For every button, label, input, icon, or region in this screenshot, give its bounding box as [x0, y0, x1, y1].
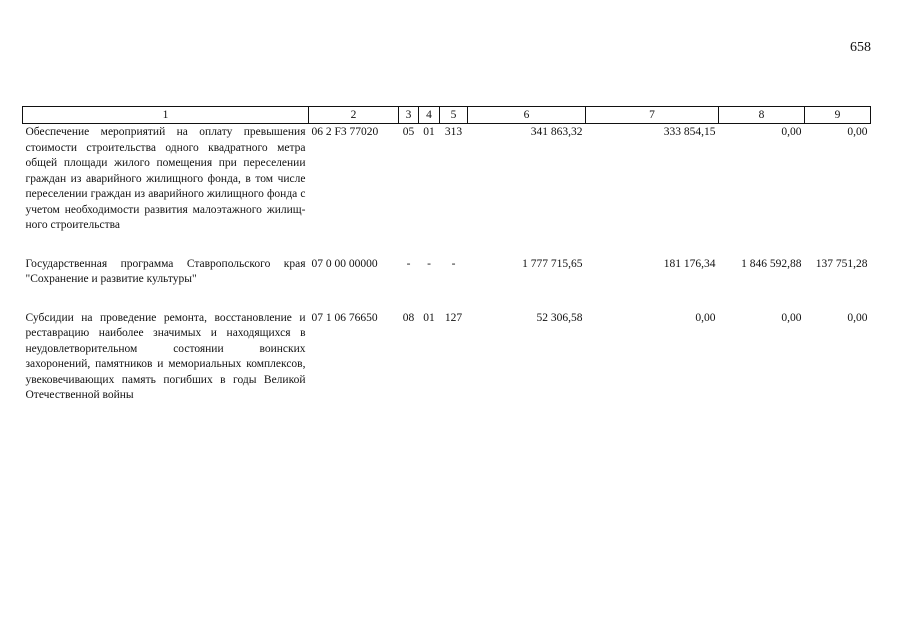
header-col-2: 2 [309, 107, 399, 124]
table-row [23, 124, 871, 234]
row-col-8: 0,00 [781, 126, 802, 138]
table-header-row [23, 107, 871, 124]
header-col-3: 3 [399, 107, 419, 124]
row-code: 07 1 06 76650 [311, 311, 378, 324]
row-col-8: 1 846 592,88 [741, 257, 802, 270]
header-col-6: 6 [468, 107, 586, 124]
row-spacer [23, 234, 871, 256]
row-col-7: 333 854,15 [663, 126, 716, 138]
row-col-5: 313 [444, 126, 463, 138]
table-row [23, 310, 871, 404]
row-name: Обеспечение мероприятий на оплату превышения стоимости строительства одного квадратного метра общей площади жилого помещения при переселении граждан из аварийного жилищного фонда, в том числе переселении граждан из аварийного жилищного фонда с учетом необходимости развития малоэтажного жилищ-ного строительства [25, 126, 306, 231]
row-name: Субсидии на проведение ремонта, восстановление и реставрацию наиболее значимых и находящихся в неудовлетворительном состоянии воинских захоронений, памятников и мемориальных комплексов, увековечивающих память погибших в годы Великой Отечественной войны [25, 311, 306, 401]
row-col-9: 0,00 [847, 126, 868, 138]
row-col-7: 181 176,34 [663, 257, 716, 270]
header-col-8: 8 [719, 107, 805, 124]
row-col-9: 0,00 [847, 311, 868, 324]
row-col-5: 127 [444, 311, 463, 324]
row-col-3: 05 [402, 126, 415, 138]
row-col-4: 01 [423, 126, 435, 138]
row-col-9: 137 751,28 [815, 257, 868, 270]
row-col-4: - [427, 257, 431, 270]
header-col-9: 9 [805, 107, 871, 124]
row-col-6: 52 306,58 [536, 311, 583, 324]
header-col-4: 4 [419, 107, 440, 124]
row-col-4: 01 [423, 311, 435, 324]
row-col-8: 0,00 [781, 311, 802, 324]
row-col-3: 08 [402, 311, 415, 324]
budget-table [22, 106, 871, 404]
row-col-7: 0,00 [695, 311, 716, 324]
row-col-6: 341 863,32 [530, 126, 583, 138]
row-name: Государственная программа Ставропольского края "Сохранение и развитие культуры" [25, 257, 306, 285]
header-col-5: 5 [440, 107, 468, 124]
row-code: 07 0 00 00000 [311, 257, 378, 270]
row-spacer [23, 288, 871, 310]
page-number: 658 [850, 40, 871, 55]
table-row [23, 256, 871, 288]
header-col-7: 7 [586, 107, 719, 124]
header-col-1: 1 [23, 107, 309, 124]
row-col-6: 1 777 715,65 [522, 257, 583, 270]
row-col-5: - [451, 257, 456, 270]
row-code: 06 2 F3 77020 [311, 126, 379, 138]
row-col-3: - [406, 257, 411, 270]
